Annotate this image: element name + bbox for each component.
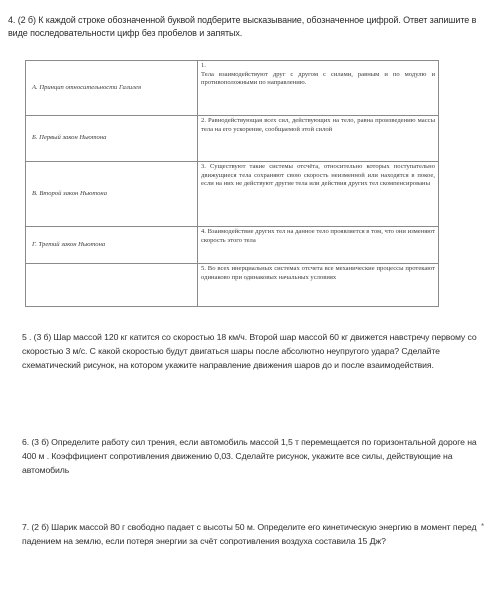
table-row (26, 116, 439, 162)
option-3: 3. Существуют такие системы отсчёта, относительно которых поступательно движущиеся тела сохраняют свою скорость неизменной или находятся в покое, если на них не действуют другие тела или действия других тел скомпенсированы (198, 162, 439, 227)
table-row (26, 264, 439, 307)
statement-b: Б. Первый закон Ньютона (26, 116, 198, 162)
option-4: 4. Взаимодействие других тел на данное тело проявляется в том, что они изменяют скорость этого тела (198, 227, 439, 264)
question-4-text: 4. (2 б) К каждой строке обозначенной буквой подберите высказывание, обозначенное цифрой. Ответ запишите в виде последовательности цифр без пробелов и запятых. (8, 15, 477, 38)
table-row (26, 227, 439, 264)
table-row (26, 162, 439, 227)
option-1-text: Тела взаимодействуют друг с другом с силами, равным и по модулю и противоположными по направлению. (201, 70, 435, 87)
question-5-text: 5 . (3 б) Шар массой 120 кг катится со скоростью 18 км/ч. Второй шар массой 60 кг движется навстречу первому со скоростью 3 м/с. С какой скоростью будут двигаться шары после абсолютно неупругого удара? Сделайте схематический рисунок, на котором укажите направление движения шаров до и после взаимодействия. (22, 332, 477, 370)
statement-d: Г. Третий закон Ньютона (26, 227, 198, 264)
option-1 (198, 61, 439, 116)
question-6-text: 6. (3 б) Определите работу сил трения, если автомобиль массой 1,5 т перемещается по горизонтальной дороге на 400 м . Коэффициент сопротивления движению 0,03. Сделайте рисунок, укажите все силы, действующие на автомобиль (22, 437, 477, 475)
required-asterisk: * (481, 522, 485, 531)
statement-empty (26, 264, 198, 307)
statement-a: А. Принцип относительности Галилея (26, 61, 198, 116)
option-2: 2. Равнодействующая всех сил, действующих на тело, равна произведению массы тела на его ускорение, сообщаемой этой силой (198, 116, 439, 162)
option-1-number: 1. (201, 62, 206, 69)
option-5: 5. Во всех инерциальных системах отсчета все механические процессы протекают одинаково при одинаковых начальных условиях (198, 264, 439, 307)
question-7-text: 7. (2 б) Шарик массой 80 г свободно падает с высоты 50 м. Определите его кинетическую энергию в момент перед падением на землю, если потеря энергии за счёт сопротивления воздуха составила 15 Дж? (22, 522, 477, 546)
table-row (26, 61, 439, 116)
matching-table (25, 60, 439, 307)
statement-c: В. Второй закон Ньютона (26, 162, 198, 227)
